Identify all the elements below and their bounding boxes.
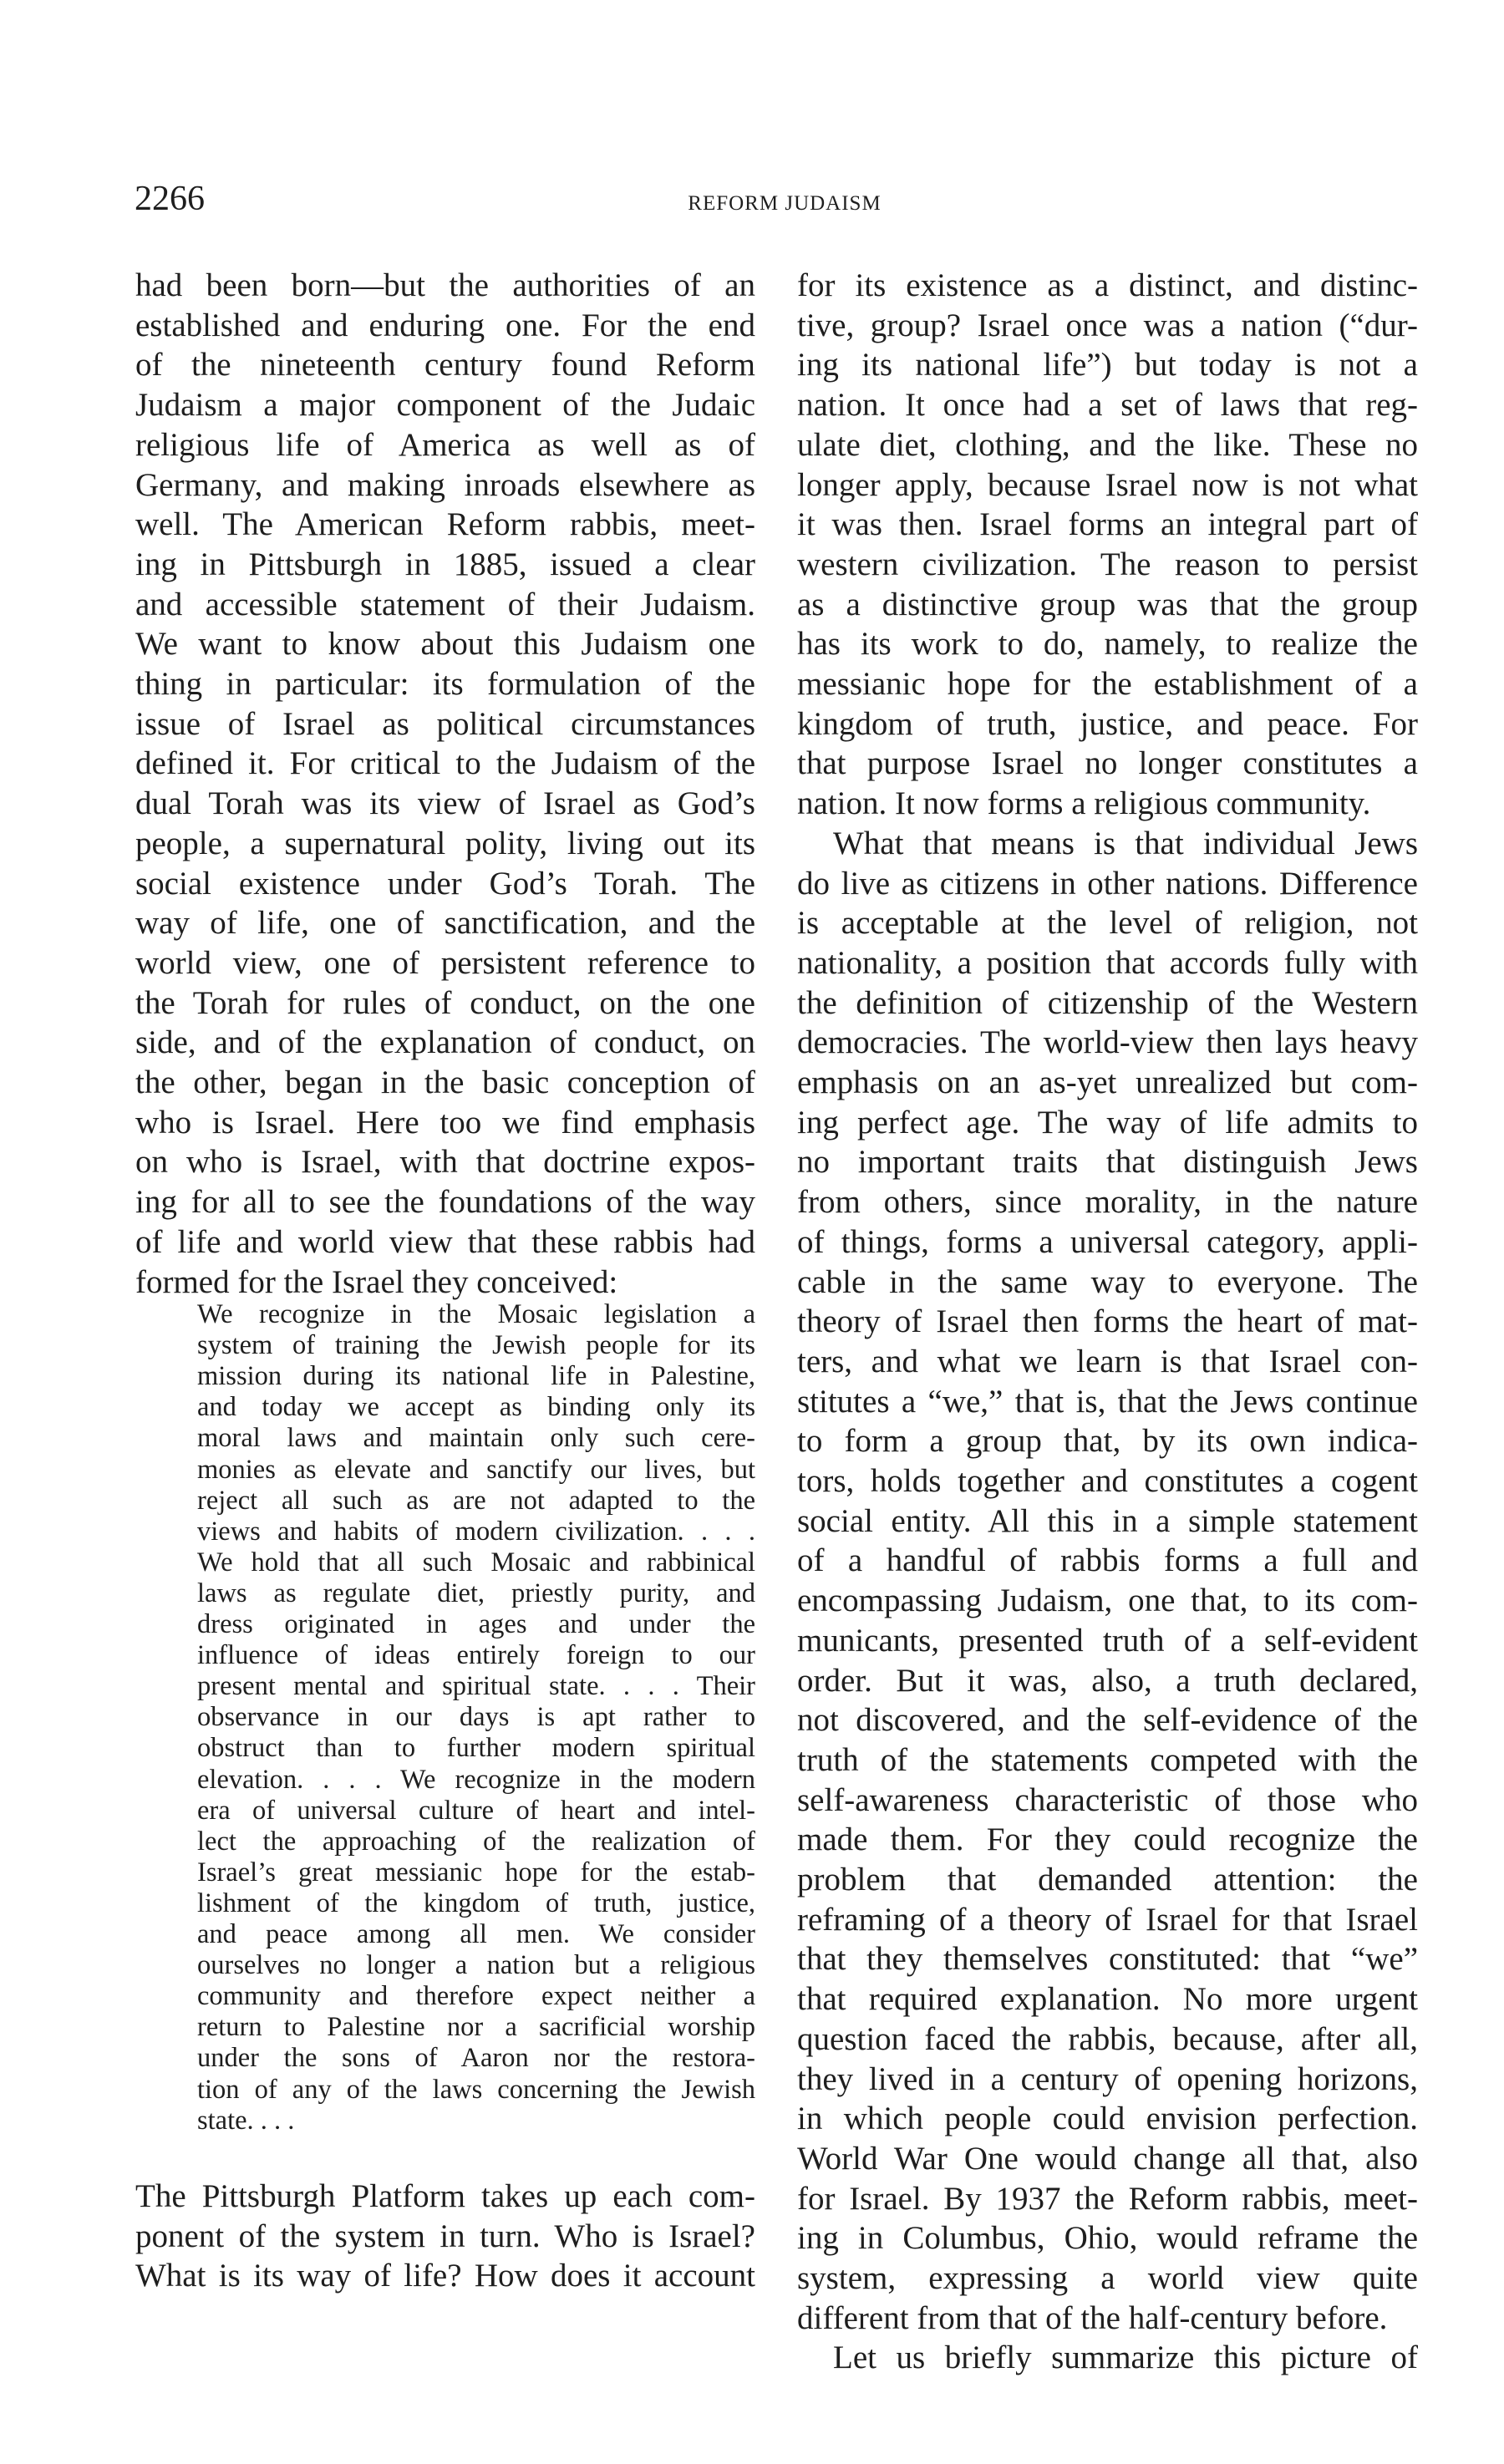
body-text-line: encompassing Judaism, one that, to its com-: [797, 1583, 1418, 1619]
quote-text-line: community and therefore expect neither a: [197, 1981, 755, 2012]
body-text-line: of the nineteenth century found Reform: [135, 347, 755, 384]
body-text-line: well. The American Reform rabbis, meet-: [135, 506, 755, 543]
body-text-line: way of life, one of sanctification, and the: [135, 905, 755, 942]
body-text-line: had been born—but the authorities of an: [135, 267, 755, 303]
quote-text-line: era of universal culture of heart and intel-: [197, 1795, 755, 1826]
body-text-line: western civilization. The reason to persist: [797, 546, 1418, 582]
quote-text-line: We hold that all such Mosaic and rabbinical: [197, 1547, 755, 1577]
body-text-line: tors, holds together and constitutes a cogent: [797, 1463, 1418, 1499]
body-text-line: the other, began in the basic conception of: [135, 1064, 755, 1100]
body-text-line: reframing of a theory of Israel for that Israel: [797, 1901, 1418, 1938]
body-text-line: the definition of citizenship of the Western: [797, 984, 1418, 1021]
body-text-line: and accessible statement of their Judaism.: [135, 586, 755, 622]
body-text-line: stitutes a “we,” that is, that the Jews continue: [797, 1383, 1418, 1420]
body-text-line: order. But it was, also, a truth declared,: [797, 1662, 1418, 1699]
body-text-line: ters, and what we learn is that Israel con-: [797, 1343, 1418, 1379]
body-text-line: Let us briefly summarize this picture of: [833, 2340, 1418, 2376]
quote-text-line: present mental and spiritual state. . . . Their: [197, 1671, 755, 1702]
body-text-line: that required explanation. No more urgent: [797, 1981, 1418, 2018]
body-text-line: they lived in a century of opening horizons,: [797, 2060, 1418, 2097]
quote-text-line: We recognize in the Mosaic legislation a: [197, 1299, 755, 1329]
body-text-line: What is its way of life? How does it account: [135, 2258, 755, 2294]
body-text-line: as a distinctive group was that the group: [797, 586, 1418, 622]
quote-text-line: Israel’s great messianic hope for the estab-: [197, 1857, 755, 1887]
quote-text-line: return to Palestine nor a sacrificial worship: [197, 2012, 755, 2043]
body-text-line: religious life of America as well as of: [135, 426, 755, 463]
body-text-line: defined it. For critical to the Judaism of the: [135, 745, 755, 782]
body-text-line: truth of the statements competed with the: [797, 1741, 1418, 1778]
body-text-line: kingdom of truth, justice, and peace. For: [797, 705, 1418, 742]
quote-text-line: influence of ideas entirely foreign to our: [197, 1640, 755, 1671]
body-text-line: different from that of the half-century before.: [797, 2299, 1388, 2336]
body-text-line: ing in Columbus, Ohio, would reframe the: [797, 2220, 1418, 2257]
quote-text-line: lishment of the kingdom of truth, justice,: [197, 1887, 755, 1918]
body-text-line: ing its national life”) but today is not a: [797, 347, 1418, 384]
body-text-line: nation. It once had a set of laws that reg-: [797, 387, 1418, 424]
body-text-line: The Pittsburgh Platform takes up each com-: [135, 2178, 755, 2214]
body-text-line: on who is Israel, with that doctrine expos-: [135, 1144, 755, 1181]
body-text-line: world view, one of persistent reference to: [135, 944, 755, 981]
quote-text-line: tion of any of the laws concerning the Jewish: [197, 2074, 755, 2105]
body-text-line: ponent of the system in turn. Who is Israel?: [135, 2218, 755, 2254]
quote-text-line: lect the approaching of the realization of: [197, 1826, 755, 1857]
quote-text-line: monies as elevate and sanctify our lives, but: [197, 1454, 755, 1485]
body-text-line: made them. For they could recognize the: [797, 1821, 1418, 1858]
quote-text-line: views and habits of modern civilization. . . .: [197, 1516, 755, 1547]
body-text-line: ing perfect age. The way of life admits to: [797, 1104, 1418, 1141]
body-text-line: established and enduring one. For the end: [135, 307, 755, 343]
body-text-line: self-awareness characteristic of those who: [797, 1781, 1418, 1818]
body-text-line: emphasis on an as-yet unrealized but com-: [797, 1064, 1418, 1100]
body-text-line: democracies. The world-view then lays heavy: [797, 1024, 1418, 1061]
body-text-line: people, a supernatural polity, living out its: [135, 825, 755, 861]
body-text-line: longer apply, because Israel now is not what: [797, 466, 1418, 503]
quote-text-line: observance in our days is apt rather to: [197, 1702, 755, 1733]
quote-text-line: and today we accept as binding only its: [197, 1392, 755, 1423]
body-text-line: municants, presented truth of a self-evident: [797, 1622, 1418, 1659]
body-text-line: that purpose Israel no longer constitutes a: [797, 745, 1418, 782]
body-text-line: thing in particular: its formulation of the: [135, 666, 755, 702]
body-text-line: the Torah for rules of conduct, on the one: [135, 984, 755, 1021]
body-text-line: nation. It now forms a religious community.: [797, 785, 1371, 822]
body-text-line: not discovered, and the self-evidence of the: [797, 1702, 1418, 1739]
body-text-line: ing in Pittsburgh in 1885, issued a clear: [135, 546, 755, 582]
running-head: REFORM JUDAISM: [688, 192, 882, 215]
quote-text-line: state. . . .: [197, 2105, 295, 2136]
body-text-line: from others, since morality, in the nature: [797, 1184, 1418, 1221]
body-text-line: who is Israel. Here too we find emphasis: [135, 1104, 755, 1141]
body-text-line: has its work to do, namely, to realize the: [797, 626, 1418, 663]
body-text-line: nationality, a position that accords fully with: [797, 944, 1418, 981]
body-text-line: for its existence as a distinct, and distinc-: [797, 267, 1418, 303]
body-text-line: We want to know about this Judaism one: [135, 626, 755, 663]
quote-text-line: laws as regulate diet, priestly purity, and: [197, 1577, 755, 1608]
page-number: 2266: [135, 180, 205, 218]
body-text-line: Judaism a major component of the Judaic: [135, 387, 755, 424]
body-text-line: Germany, and making inroads elsewhere as: [135, 466, 755, 503]
quote-text-line: obstruct than to further modern spiritual: [197, 1733, 755, 1764]
body-text-line: of life and world view that these rabbis had: [135, 1223, 755, 1260]
quote-text-line: under the sons of Aaron nor the restora-: [197, 2043, 755, 2074]
body-text-line: cable in the same way to everyone. The: [797, 1263, 1418, 1300]
quote-text-line: reject all such as are not adapted to the: [197, 1485, 755, 1516]
body-text-line: of things, forms a universal category, appli-: [797, 1223, 1418, 1260]
quote-text-line: ourselves no longer a nation but a religious: [197, 1950, 755, 1981]
body-text-line: messianic hope for the establishment of a: [797, 666, 1418, 702]
body-text-line: that they themselves constituted: that “we”: [797, 1941, 1418, 1978]
body-text-line: no important traits that distinguish Jews: [797, 1144, 1418, 1181]
body-text-line: ulate diet, clothing, and the like. These no: [797, 426, 1418, 463]
body-text-line: system, expressing a world view quite: [797, 2260, 1418, 2296]
body-text-line: side, and of the explanation of conduct, on: [135, 1024, 755, 1061]
body-text-line: for Israel. By 1937 the Reform rabbis, meet-: [797, 2180, 1418, 2217]
quote-text-line: and peace among all men. We consider: [197, 1919, 755, 1949]
body-text-line: in which people could envision perfection.: [797, 2101, 1418, 2137]
body-text-line: World War One would change all that, also: [797, 2140, 1418, 2177]
body-text-line: of a handful of rabbis forms a full and: [797, 1542, 1418, 1579]
body-text-line: social entity. All this in a simple statement: [797, 1502, 1418, 1539]
quote-text-line: moral laws and maintain only such cere-: [197, 1423, 755, 1454]
quote-text-line: mission during its national life in Palestine,: [197, 1361, 755, 1392]
body-text-line: question faced the rabbis, because, after all,: [797, 2020, 1418, 2057]
body-text-line: What that means is that individual Jews: [833, 825, 1418, 861]
body-text-line: tive, group? Israel once was a nation (“dur-: [797, 307, 1418, 343]
body-text-line: formed for the Israel they conceived:: [135, 1263, 618, 1300]
body-text-line: to form a group that, by its own indica-: [797, 1423, 1418, 1460]
body-text-line: social existence under God’s Torah. The: [135, 865, 755, 902]
quote-text-line: elevation. . . . We recognize in the modern: [197, 1764, 755, 1795]
body-text-line: problem that demanded attention: the: [797, 1862, 1418, 1898]
body-text-line: dual Torah was its view of Israel as God’s: [135, 785, 755, 822]
quote-text-line: dress originated in ages and under the: [197, 1609, 755, 1639]
body-text-line: it was then. Israel forms an integral part of: [797, 506, 1418, 543]
body-text-line: ing for all to see the foundations of the way: [135, 1184, 755, 1221]
body-text-line: do live as citizens in other nations. Difference: [797, 865, 1418, 902]
body-text-line: is acceptable at the level of religion, not: [797, 905, 1418, 942]
body-text-line: theory of Israel then forms the heart of mat-: [797, 1303, 1418, 1340]
quote-text-line: system of training the Jewish people for its: [197, 1330, 755, 1361]
body-text-line: issue of Israel as political circumstances: [135, 705, 755, 742]
